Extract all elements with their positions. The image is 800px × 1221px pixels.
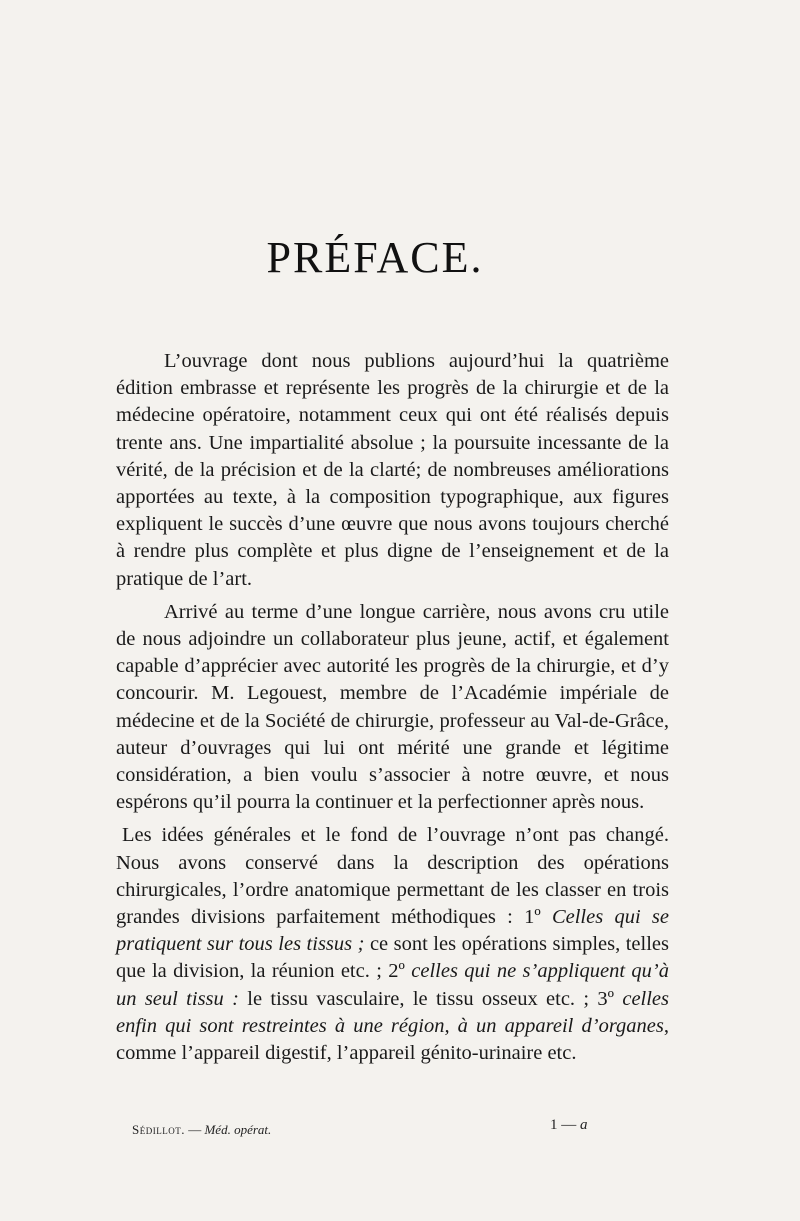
footer-signature-letter: a [580,1117,588,1133]
footer-signature-mark [550,1117,588,1134]
paragraph-3-text-a: Les idées générales et le fond de l’ouvrage n’ont pas changé. Nous avons conservé dans la description des opérations chirurgicales, l’ordre anatomique permettant de les classer en trois grandes divisions parfaitement méthodiques : 1º [116,824,669,929]
paragraph-1: L’ouvrage dont nous publions aujourd’hui la quatrième édition embrasse et représente les progrès de la chirurgie et de la médecine opératoire, notamment ceux qui ont été réalisés depuis trente ans. Une impartialité absolue ; la poursuite incessante de la vérité, de la précision et de la clarté; de nombreuses améliorations apportées au texte, à la composition typographique, aux figures expliquent le succès d’une œuvre que nous avons toujours cherché à rendre plus complète et plus digne de l’enseignement et de la pratique de l’art. [116,350,669,590]
paragraph-3 [116,822,669,1067]
paragraph-3-italic-3: celles enfin qui sont restreintes à une région, à un appareil d’organes [116,987,670,1037]
footer-running-title [132,1122,271,1138]
footer-dash: — [184,1122,205,1137]
paragraph-3-text-d: , comme l’appareil digestif, l’appareil génito-urinaire etc. [116,1014,669,1065]
paragraph-3-text-b: ce sont les opérations simples, telles que la division, la réunion etc. ; 2º [116,933,669,983]
paragraph-3-text-c: le tissu vasculaire, le tissu osseux etc. ; 3º [238,987,623,1010]
page-title: PRÉFACE. [266,233,484,282]
footer-work-title: Méd. opérat. [204,1122,272,1137]
preface-body [116,348,669,1073]
paragraph-2: Arrivé au terme d’une longue carrière, nous avons cru utile de nous adjoindre un collaborateur plus jeune, actif, et également capable d’apprécier avec autorité les progrès de la chirurgie, et d’y concourir. M. Legouest, membre de l’Académie impériale de médecine et de la Société de chirurgie, professeur au Val-de-Grâce, auteur d’ouvrages qui lui ont mérité une grande et légitime considération, a bien voulu s’associer à notre œuvre, et nous espérons qu’il pourra la continuer et la perfectionner après nous. [116,600,669,814]
paragraph-3-italic-2: celles qui ne s’appliquent qu’à un seul tissu : [116,960,669,1010]
footer-signature-number: 1 — [550,1117,580,1133]
footer-author: Sédillot. [132,1122,185,1137]
paragraph-3-italic-1: Celles qui se pratiquent sur tous les tissus ; [116,906,669,956]
